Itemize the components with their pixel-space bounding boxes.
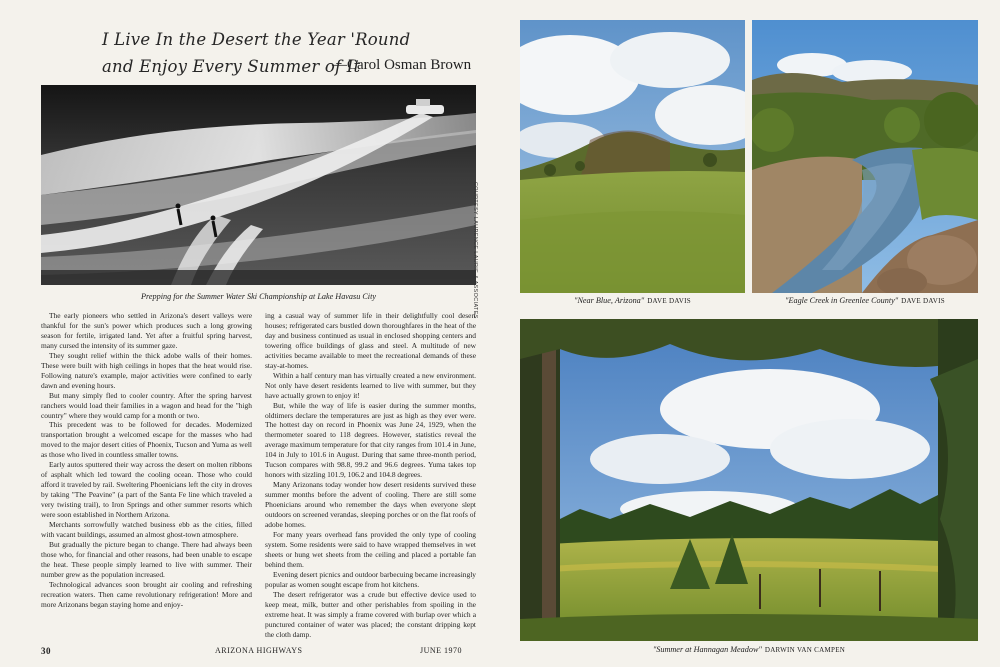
issue-date: JUNE 1970	[420, 646, 463, 655]
near-blue-photo	[520, 20, 745, 293]
paragraph: But, while the way of life is easier during the summer months, oldtimers declare the temperatures are just as high as they ever were. The hottest day on record in Phoenix was June 24, 1929, when the thermometer soared to 118 degrees. However, statistics reveal the average maximum temperature for that city ranges from 101.4 in June, 104 in July to 101.6 in August. During that same three-month period, Tucson compares with 98.8, 99.2 and 96.6 degrees. Yuma takes top honors with sizzling 101.9, 106.2 and 104.8 degrees.	[265, 400, 476, 480]
eagle-creek-photo	[752, 20, 978, 293]
article-author: —Carol Osman Brown	[332, 57, 472, 73]
magazine-name: ARIZONA HIGHWAYS	[215, 646, 303, 655]
paragraph: But gradually the picture began to change. There had always been those who, for financial and other reasons, had been unable to escape the heat. These people simply learned to live with summer. Their number grew as the population increased.	[41, 539, 252, 579]
eagle-creek-caption-text: "Eagle Creek in Greenlee County"	[785, 296, 899, 305]
hannagan-meadow-credit: DARWIN VAN CAMPEN	[764, 646, 846, 654]
paragraph: Many Arizonans today wonder how desert residents survived these summer months before the advent of cooling. There are still some Phoenicians around who remember the days when everyone slept outdoors on screened verandas, sleeping porches or on the flat roofs of adobe homes.	[265, 480, 476, 530]
paragraph: ing a casual way of summer life in their delightfully cool desert houses; refrigerated cars bustled down thoroughfares in the heat of the day and business continued as usual in enclosed shopping centers and towering office buildings of glass and steel. A multitude of new activities became available to meet the recreational demands of these stay-at-homes.	[265, 311, 476, 370]
page-number: 30	[41, 646, 51, 656]
water-ski-caption: Prepping for the Summer Water Ski Championship at Lake Havasu City	[141, 292, 376, 301]
paragraph: Merchants sorrowfully watched business ebb as the cities, filled with vacant buildings, assumed an almost ghost-town atmosphere.	[41, 520, 252, 539]
paragraph: But many simply fled to cooler country. After the spring harvest ranchers would load their families in a wagon and head for the "high country" where they would camp for a month or two.	[41, 390, 252, 420]
paragraph: Evening desert picnics and outdoor barbecuing became increasingly popular as women sought escape from hot kitchens.	[265, 569, 476, 589]
article-title-line1: I Live In the Desert the Year 'Round	[102, 30, 411, 49]
near-blue-credit: DAVE DAVIS	[647, 297, 691, 305]
paragraph: For many years overhead fans provided the only type of cooling system. Some residents were said to have wrapped themselves in wet sheets or hung wet sheets from the ceiling and placed a portable fan behind them.	[265, 529, 476, 569]
paragraph: The desert refrigerator was a crude but effective device used to keep meat, milk, butter and other perishables from spoiling in the extreme heat. It was simply a frame covered with burlap over which a punctured container of water was placed; the constant dripping kept the cloth damp.	[265, 589, 476, 639]
paragraph: Within a half century man has virtually created a new environment. Not only have desert residents learned to live with summer, but they have actually grown to enjoy it!	[265, 370, 476, 400]
paragraph: They sought relief within the thick adobe walls of their homes. These were built with high ceilings in hopes that the heat would rise. Following nature's example, major activities were confined to early dawn and evening hours.	[41, 350, 252, 390]
hannagan-meadow-caption	[520, 645, 978, 654]
near-blue-caption	[520, 296, 745, 305]
water-ski-photo	[41, 85, 476, 285]
eagle-creek-credit: DAVE DAVIS	[901, 297, 945, 305]
eagle-creek-caption	[752, 296, 978, 305]
paragraph: The early pioneers who settled in Arizona's desert valleys were thankful for the sun's power which produces such a long growing season for fertile, irrigated land. Yet after a fruitful spring harvest, many cursed the intensity of its summer gaze.	[41, 311, 252, 350]
paragraph: Early autos sputtered their way across the desert on molten ribbons of asphalt which led toward the cooling ocean. Those who could afford it traveled by rail. Sweltering Phoenicians left the city in droves by taking "The Peavine" (a part of the Santa Fe line which traveled a very twisting trail), to Iron Springs and other summer resorts which were soon established in Northern Arizona.	[41, 460, 252, 520]
article-column-right	[265, 311, 476, 639]
hannagan-meadow-photo	[520, 319, 978, 641]
hannagan-meadow-caption-text: "Summer at Hannagan Meadow"	[652, 645, 762, 654]
near-blue-caption-text: "Near Blue, Arizona"	[574, 296, 645, 305]
paragraph: This precedent was to be followed for decades. Modernized transportation brought a welcomed escape for the masses who had moved to the major desert cities of Phoenix, Tucson and Yuma as well as those who lived in countless smaller towns.	[41, 420, 252, 460]
article-column-left	[41, 311, 252, 610]
photo-credit-vertical: COURTESY LAURENCE LAURIE & ASSOCIATES	[472, 182, 478, 319]
article-title-line2: and Enjoy Every Summer of It	[102, 57, 361, 76]
paragraph: Technological advances soon brought air cooling and refreshing recreation waters. Then came revolutionary refrigeration! More and more Arizonans began staying home and enjoy-	[41, 579, 252, 609]
